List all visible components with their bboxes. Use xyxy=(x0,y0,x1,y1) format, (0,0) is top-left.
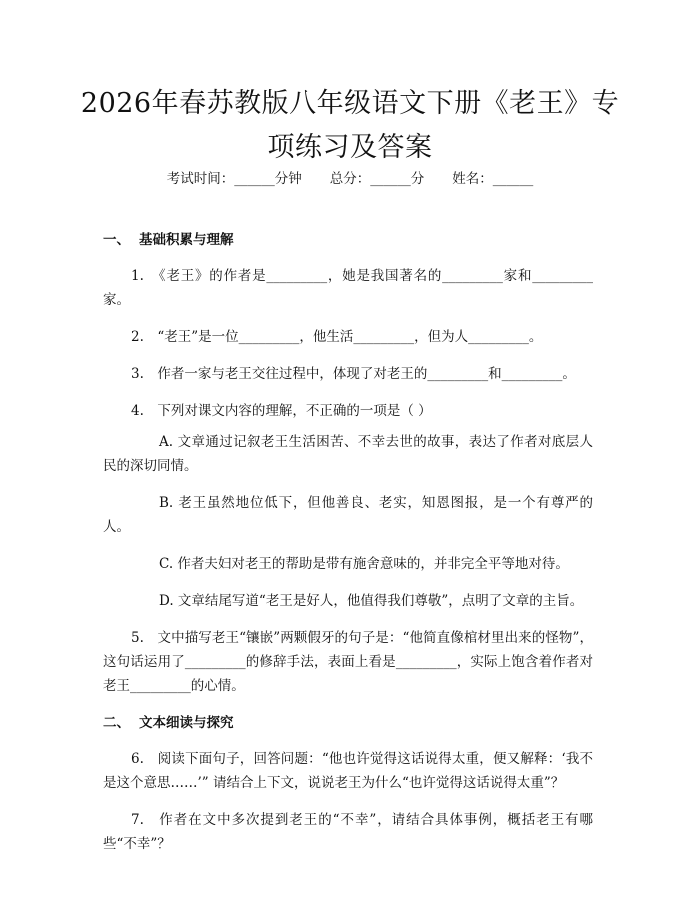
total-score-field: 总分：______分 xyxy=(329,171,425,187)
section-heading xyxy=(103,228,593,252)
option-c: C. 作者夫妇对老王的帮助是带有施舍意味的，并非完全平等地对待。 xyxy=(159,556,569,572)
document-title: 2026年春苏教版八年级语文下册《老王》专项练习及答案 xyxy=(80,88,620,163)
student-name-field: 姓名：______ xyxy=(452,171,534,187)
exam-meta xyxy=(0,168,700,190)
option-a: A. 文章通过记叙老王生活困苦、不幸去世的故事，表达了作者对底层人民的深切同情。 xyxy=(103,434,593,474)
question-5: 5. 文中描写老王“镶嵌”两颗假牙的句子是：“他简直像棺材里出来的怪物”，这句话运用了_________的修辞手法，表面上看是_________，实际上饱含着作者对老王_________的心情。 xyxy=(103,630,593,694)
section-title: 基础积累与理解 xyxy=(139,232,234,248)
section-number: 一、 xyxy=(103,232,130,248)
question-6: 6. 阅读下面句子，回答问题：“他也许觉得这话说得太重，便又解释：‘我不是这个意思……’” 请结合上下文，说说老王为什么“也许觉得这话说得太重”？ xyxy=(103,751,593,791)
option-b: B. 老王虽然地位低下，但他善良、老实，知恩图报，是一个有尊严的人。 xyxy=(103,495,593,535)
section-heading xyxy=(103,711,593,735)
section-number: 二、 xyxy=(103,715,130,731)
question-3: 3. 作者一家与老王交往过程中，体现了对老王的_________和_________。 xyxy=(131,366,576,382)
question-1: 1. 《老王》的作者是_________，她是我国著名的_________家和_________家。 xyxy=(103,268,593,308)
question-4: 4. 下列对课文内容的理解，不正确的一项是（ ） xyxy=(131,403,432,419)
document-body xyxy=(103,228,593,856)
question-7: 7. 作者在文中多次提到老王的“不幸”，请结合具体事例，概括老王有哪些“不幸”？ xyxy=(103,812,593,852)
exam-time-field: 考试时间：______分钟 xyxy=(166,171,302,187)
section-title: 文本细读与探究 xyxy=(139,715,234,731)
question-2: 2. “老王”是一位_________，他生活_________，但为人_________。 xyxy=(131,329,543,345)
option-d: D. 文章结尾写道“老王是好人，他值得我们尊敬”，点明了文章的主旨。 xyxy=(159,593,584,609)
